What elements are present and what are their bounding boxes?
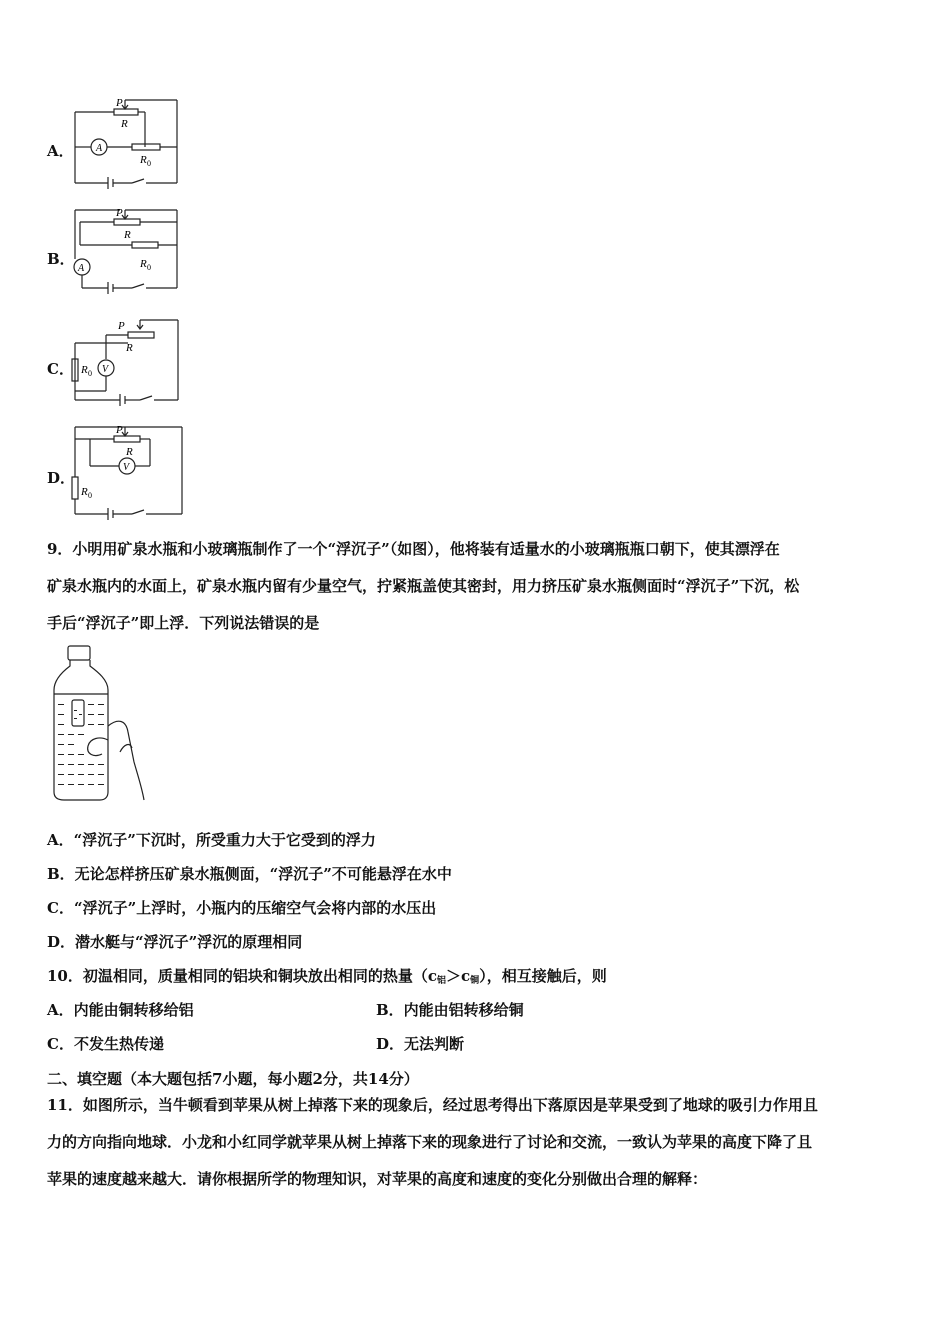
resistor-r0-label: R bbox=[81, 364, 88, 376]
option-d-label: D． bbox=[47, 469, 76, 487]
resistor-r0-subscript: 0 bbox=[88, 369, 92, 378]
q11-stem-line-2: 力的方向指向地球．小龙和小红同学就苹果从树上掉落下来的现象进行了讨论和交流，一致认为苹果的高度下降了且 bbox=[47, 1133, 813, 1151]
q9-stem-line-2: 矿泉水瓶内的水面上，矿泉水瓶内留有少量空气，拧紧瓶盖使其密封，用力挤压矿泉水瓶侧面时“浮沉子”下沉，松 bbox=[47, 577, 800, 595]
resistor-r0-label: R bbox=[140, 154, 147, 166]
q9-option-c: C．“浮沉子”上浮时，小瓶内的压缩空气会将内部的水压出 bbox=[47, 899, 437, 917]
q10-stem-after: ），相互接触后，则 bbox=[479, 967, 607, 985]
ammeter-symbol: A bbox=[78, 263, 85, 274]
resistor-r-label: R bbox=[126, 446, 133, 458]
circuit-c-diagram bbox=[70, 315, 185, 410]
slider-p-label: P bbox=[116, 424, 123, 436]
resistor-r0-subscript: 0 bbox=[88, 491, 92, 500]
resistor-r0-label: R bbox=[140, 258, 147, 270]
circuit-d-diagram bbox=[70, 422, 188, 522]
section-2-heading: 二、填空题（本大题包括7小题，每小题2分，共14分） bbox=[47, 1070, 419, 1088]
cartesian-diver-bottle-image bbox=[48, 642, 148, 804]
circuit-a-diagram bbox=[70, 95, 185, 190]
slider-p-label: P bbox=[116, 97, 123, 109]
q10-option-c: C．不发生热传递 bbox=[47, 1035, 164, 1053]
q10-option-b: B．内能由铝转移给铜 bbox=[376, 1001, 524, 1019]
q9-stem-line-1: 9．小明用矿泉水瓶和小玻璃瓶制作了一个“浮沉子”（如图），他将装有适量水的小玻璃瓶瓶口朝下，使其漂浮在 bbox=[47, 540, 780, 558]
resistor-r-label: R bbox=[126, 342, 133, 354]
voltmeter-symbol: V bbox=[123, 462, 130, 473]
voltmeter-symbol: V bbox=[102, 364, 109, 375]
resistor-r0-subscript: 0 bbox=[147, 159, 151, 168]
q10-stem-before: 10．初温相同，质量相同的铝块和铜块放出相同的热量（c bbox=[47, 967, 438, 985]
option-c-label: C． bbox=[47, 360, 74, 378]
q10-option-a: A．内能由铜转移给铝 bbox=[47, 1001, 194, 1019]
resistor-r-label: R bbox=[124, 229, 131, 241]
q10-option-d: D．无法判断 bbox=[376, 1035, 465, 1053]
resistor-r0-label: R bbox=[81, 486, 88, 498]
circuit-b-diagram bbox=[70, 205, 185, 300]
q11-stem-line-3: 苹果的速度越来越大．请你根据所学的物理知识，对苹果的高度和速度的变化分别做出合理的解释： bbox=[47, 1170, 708, 1188]
slider-p-label: P bbox=[116, 207, 123, 219]
resistor-r-label: R bbox=[121, 118, 128, 130]
ammeter-symbol: A bbox=[96, 143, 103, 154]
q10-greater-than: ＞c bbox=[446, 967, 471, 985]
option-b-label: B． bbox=[47, 250, 75, 268]
q9-stem-line-3: 手后“浮沉子”即上浮．下列说法错误的是 bbox=[47, 614, 320, 632]
q9-option-a: A．“浮沉子”下沉时，所受重力大于它受到的浮力 bbox=[47, 831, 376, 849]
slider-p-label: P bbox=[118, 320, 125, 332]
water-dashes bbox=[58, 704, 104, 785]
q9-option-b: B．无论怎样挤压矿泉水瓶侧面，“浮沉子”不可能悬浮在水中 bbox=[47, 865, 452, 883]
q10-sub-aluminum: 铝 bbox=[437, 976, 447, 986]
option-a-label: A． bbox=[47, 142, 74, 160]
q10-sub-copper: 铜 bbox=[470, 976, 480, 986]
resistor-r0-subscript: 0 bbox=[147, 263, 151, 272]
q11-stem-line-1: 11．如图所示，当牛顿看到苹果从树上掉落下来的现象后，经过思考得出下落原因是苹果受到了地球的吸引力作用且 bbox=[47, 1096, 818, 1114]
q9-option-d: D．潜水艇与“浮沉子”浮沉的原理相同 bbox=[47, 933, 303, 951]
q10-stem bbox=[47, 965, 607, 986]
